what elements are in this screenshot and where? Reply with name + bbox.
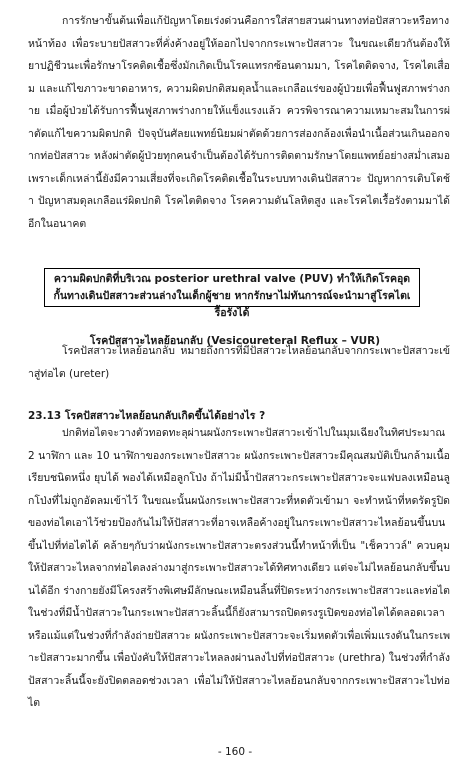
page-number: - 160 - [217, 746, 253, 758]
callout-text: ความผิดปกติที่บริเวณ posterior urethral valve (PUV) ทำให้เกิดโรคอุดกั้นทางเดินปัสสาวะส่วนล่างในเด็กผู้ชาย หากรักษาไม่ทันการณ์จะนำมาสู่โรคไตเรื้อรังได้ [53, 273, 411, 319]
body-paragraph-definition: โรคปัสสาวะไหลย้อนกลับ หมายถึงการที่มีปัสสาวะไหลย้อนกลับจากกระเพาะปัสสาวะเข้าสู่ท่อไต (ureter) [28, 345, 450, 380]
callout-box [44, 268, 420, 319]
subheading: 23.13 โรคปัสสาวะไหลย้อนกลับเกิดขึ้นได้อย่างไร ? [28, 410, 266, 422]
section-title: โรคปัสสาวะไหลย้อนกลับ (Vesicoureteral Reflux – VUR) [89, 335, 381, 347]
body-paragraph-mechanism: ปกติท่อไตจะวางตัวทอดทะลุผ่านผนังกระเพาะปัสสาวะเข้าไปในมุมเฉียงในทิศประมาณ 2 นาฬิกา และ 10 นาฬิกาของกระเพาะปัสสาวะ ผนังกระเพาะปัสสาวะมีคุณสมบัติเป็นกล้ามเนื้อเรียบชนิดหนึ่ง ยุบได้ พองได้เหมือลูกโป่ง ถ้าไม่มีน้ำปัสสาวะกระเพาะปัสสาวะจะแฟบลงเหมือนลูกโป่งที่ไม่ถูกอัดลมเข้าไว้ ในขณะนั้นผนังกระเพาะปัสสาวะที่หดตัวเข้ามา จะทำหน้าที่หดรัดรูปิดของท่อไตเอาไว้ช่วยป้องกันไม่ให้ปัสสาวะที่อาจเหลือค้างอยู่ในกระเพาะปัสสาวะไหลย้อนขึ้นบนขึ้นไปที่ท่อไตได้ คล้ายๆกับว่าผนังกระเพาะปัสสาวะตรงส่วนนี้ทำหน้าที่เป็น "เช็ควาวล์" ควบคุมให้ปัสสาวะไหลจากท่อไตลงล่างมาสู่กระเพาะปัสสาวะได้ทิศทางเดียว แต่จะไม่ไหลย้อนกลับขึ้นบนได้อีก ร่างกายยังมีโครงสร้างพิเศษมีลักษณะเหมือนลิ้นที่ปิดระหว่างกระเพาะปัสสาวะและท่อไต ในช่วงที่มีน้ำปัสสาวะในกระเพาะปัสสาวะลิ้นนี้ก็ยังสามารถปิดตรงรูเปิดของท่อไตได้ตลอดเวลา หรือแม้แต่ในช่วงที่กำลังถ่ายปัสสาวะ ผนังกระเพาะปัสสาวะจะเริ่มหดตัวเพื่อเพิ่มแรงดันในกระเพาะปัสสาวะมากขึ้น เพื่อบังคับให้ปัสสาวะไหลลงผ่านลงไปที่ท่อปัสสาวะ (urethra) ในช่วงที่กำลังปัสสาวะลิ้นนี้จะยังปิดตลอดช่วงเวลา เพื่อไม่ให้ปัสสาวะไหลย้อนกลับจากกระเพาะปัสสาวะไปท่อไต [28, 427, 450, 709]
body-paragraph-treatment: การรักษาขั้นต้นเพื่อแก้ปัญหาโดยเร่งด่วนคือการใส่สายสวนผ่านทางท่อปัสสาวะหรือทางหน้าท้อง เพื่อระบายปัสสาวะที่คั่งค้างอยู่ให้ออกไปจากกระเพาะปัสสาวะ ในขณะเดียวกันต้องให้ยาปฏิชีวนะเพื่อรักษาโรคติดเชื้อซึ่งมักเกิดเป็นโรคแทรกซ้อนตามมา, โรคไตติดจาง, โรคไตเสื่อม และแก้ไขภาวะขาดอาหาร, ความผิดปกติสมดุลน้ำและเกลือแร่ของผู้ป่วยเพื่อฟื้นฟูสภาพร่างกาย เมื่อผู้ป่วยได้รับการฟื้นฟูสภาพร่างกายให้แข็งแรงแล้ว ควรพิจารณาความเหมาะสมในการผ่าตัดแก้ไขความผิดปกติ ปัจจุบันศัลยแพทย์นิยมผ่าตัดด้วยการส่องกล้องเพื่อนำเนื้อส่วนเกินออกจากท่อปัสสาวะ หลังผ่าตัดผู้ป่วยทุกคนจำเป็นต้องได้รับการติดตามรักษาโดยแพทย์อย่างสม่ำเสมอ เพราะเด็กเหล่านี้ยังมีความเสี่ยงที่จะเกิดโรคติดเชื้อในระบบทางเดินปัสสาวะ ปัญหาการเติบโตช้า ปัญหาสมดุลเกลือแร่ผิดปกติ โรคไตติดจาง โรคความดันโลหิตสูง และโรคไตเรื้อรังตามมาได้อีกในอนาคต [28, 15, 450, 230]
